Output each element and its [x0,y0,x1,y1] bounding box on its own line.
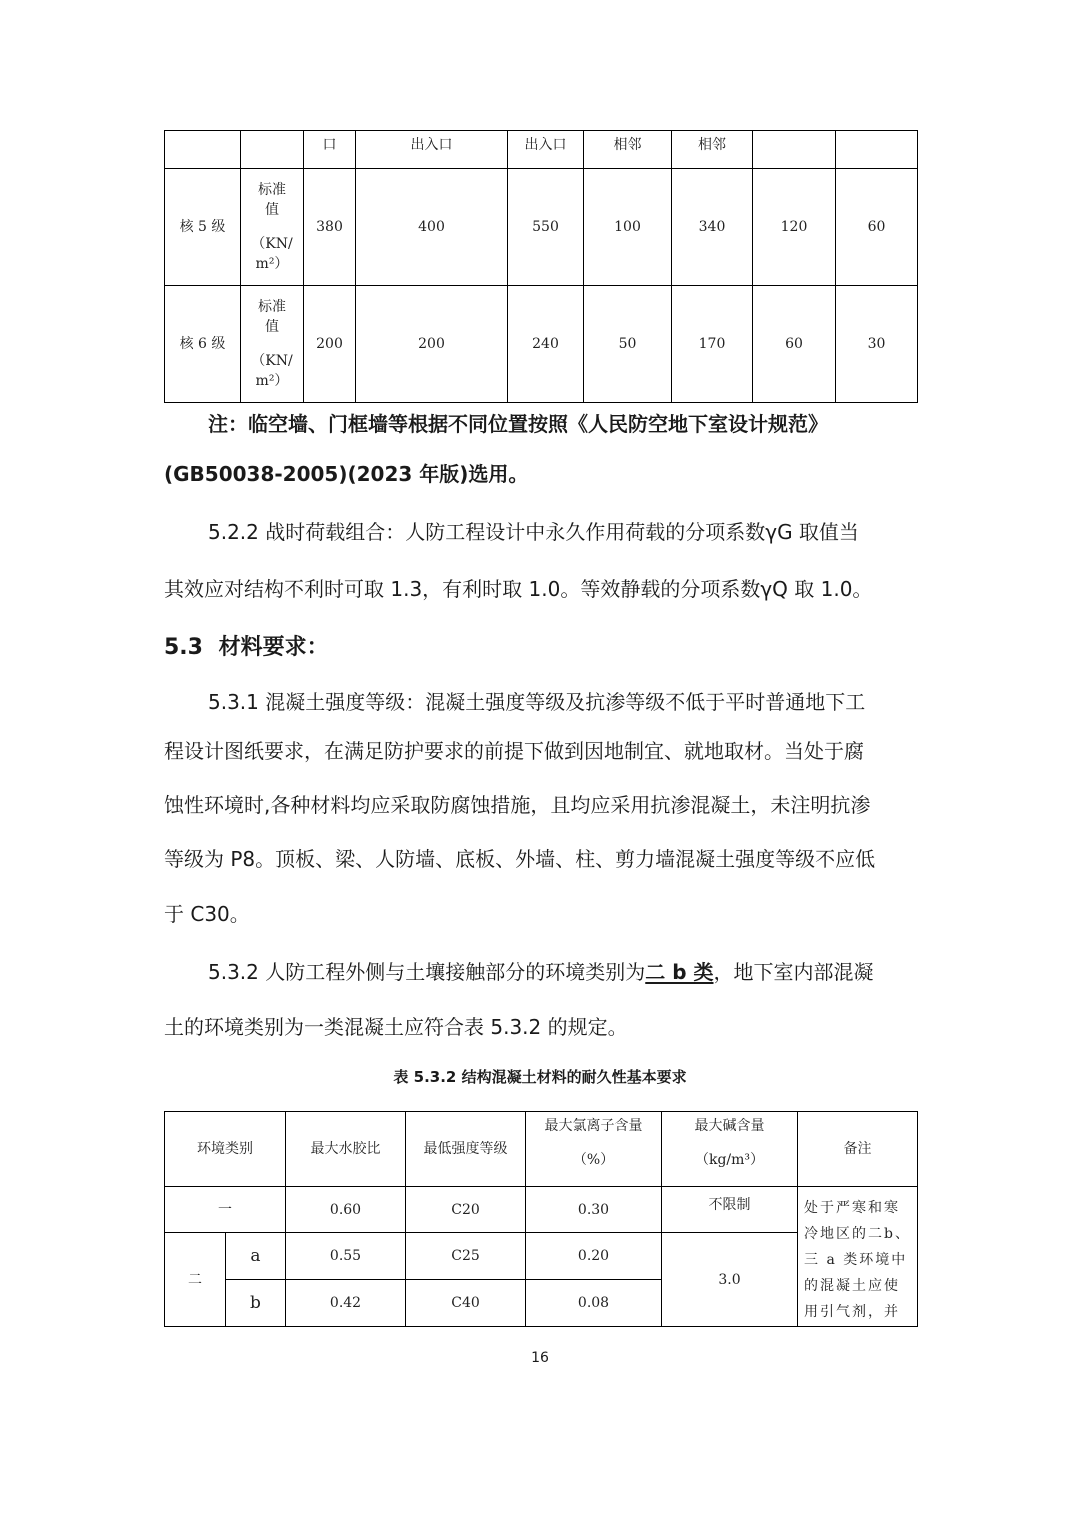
paragraph-531-line: 等级为 P8。顶板、梁、人防墙、底板、外墙、柱、剪力墙混凝土强度等级不应低 [164,847,876,871]
load-table-header-cell [836,131,918,169]
value-cell: 60 [753,286,836,403]
env-group-cell: 二 [165,1233,226,1327]
strength-cell: C20 [406,1187,526,1233]
section-number: 5.3 [164,635,203,660]
note-line-1: 注：临空墙、门框墙等根据不同位置按照《人民防空地下室设计规范》 [208,412,828,436]
env-sub-cell: b [226,1280,286,1327]
load-table-header-cell [753,131,836,169]
value-cell: 30 [836,286,918,403]
header-chloride-unit: （%） [572,1152,615,1168]
unit-line: m²） [255,256,289,272]
load-table-header-cell: 出入口 [508,131,584,169]
durability-header-row [165,1112,918,1187]
value-cell: 120 [753,169,836,286]
unit-line: 值 [265,202,279,218]
value-cell: 380 [304,169,356,286]
load-table [164,130,918,403]
alkali-cell: 不限制 [662,1187,798,1233]
paragraph-531-line: 蚀性环境时,各种材料均应采取防腐蚀措施，且均应采用抗渗混凝土，未注明抗渗 [164,793,871,817]
paragraph-531-line: 程设计图纸要求，在满足防护要求的前提下做到因地制宜、就地取材。当处于腐 [164,739,864,763]
durability-table [164,1111,918,1327]
chloride-cell: 0.08 [526,1280,662,1327]
load-table-header-cell [241,131,304,169]
page-number: 16 [531,1350,549,1366]
table-row [165,169,918,286]
value-cell: 240 [508,286,584,403]
table-row [165,1187,918,1233]
value-cell: 60 [836,169,918,286]
level-cell: 核 5 级 [165,169,241,286]
paragraph-532-line-1 [208,958,874,986]
environment-class-highlight: 二 b 类 [645,960,714,984]
strength-cell: C40 [406,1280,526,1327]
value-cell: 170 [672,286,753,403]
header-strength: 最低强度等级 [406,1112,526,1187]
section-title: 材料要求： [218,635,329,660]
unit-cell [241,286,304,403]
alkali-cell: 3.0 [662,1233,798,1327]
env-sub-cell: a [226,1233,286,1280]
unit-line: 标准 [258,299,286,315]
load-table-header-row [165,131,918,169]
value-cell: 550 [508,169,584,286]
header-wb: 最大水胶比 [286,1112,406,1187]
unit-line: 值 [265,319,279,335]
header-remark: 备注 [798,1112,918,1187]
header-chloride-label: 最大氯离子含量 [544,1118,643,1134]
header-env: 环境类别 [165,1112,286,1187]
header-alkali-unit: （kg/m³） [694,1152,765,1168]
header-chloride [526,1112,662,1187]
paragraph-532-text: ，地下室内部混凝 [713,960,874,984]
load-table-header-cell: 口 [304,131,356,169]
load-table-header-cell: 出入口 [356,131,508,169]
wb-cell: 0.60 [286,1187,406,1233]
header-alkali [662,1112,798,1187]
remark-cell: 处于严寒和寒冷地区的二b、三 a 类环境中的混凝土应使用引气剂，并 [798,1187,918,1327]
unit-line: m²） [255,373,289,389]
value-cell: 200 [356,286,508,403]
env-cell: 一 [165,1187,286,1233]
value-cell: 100 [584,169,672,286]
value-cell: 200 [304,286,356,403]
strength-cell: C25 [406,1233,526,1280]
paragraph-522-line-1: 5.2.2 战时荷载组合：人防工程设计中永久作用荷载的分项系数γG 取值当 [208,520,859,544]
table-caption: 表 5.3.2 结构混凝土材料的耐久性基本要求 [393,1068,687,1086]
note-line-2: (GB50038-2005)(2023 年版)选用。 [164,462,529,486]
paragraph-532-text: 5.3.2 人防工程外侧与土壤接触部分的环境类别为 [208,960,646,984]
load-table-header-cell: 相邻 [672,131,753,169]
header-alkali-label: 最大碱含量 [694,1118,765,1134]
load-table-header-cell [165,131,241,169]
chloride-cell: 0.20 [526,1233,662,1280]
wb-cell: 0.42 [286,1280,406,1327]
unit-line: （KN/ [251,236,293,252]
paragraph-532-line-2: 土的环境类别为一类混凝土应符合表 5.3.2 的规定。 [164,1015,628,1039]
paragraph-522-line-2: 其效应对结构不利时可取 1.3，有利时取 1.0。等效静载的分项系数γQ 取 1.0。 [164,577,873,601]
paragraph-531-line: 5.3.1 混凝土强度等级：混凝土强度等级及抗渗等级不低于平时普通地下工 [208,690,866,714]
value-cell: 340 [672,169,753,286]
level-cell: 核 6 级 [165,286,241,403]
load-table-header-cell: 相邻 [584,131,672,169]
section-heading [164,630,329,661]
unit-line: （KN/ [251,353,293,369]
unit-cell [241,169,304,286]
unit-line: 标准 [258,182,286,198]
chloride-cell: 0.30 [526,1187,662,1233]
paragraph-531-line: 于 C30。 [164,902,250,926]
value-cell: 50 [584,286,672,403]
value-cell: 400 [356,169,508,286]
table-row [165,286,918,403]
wb-cell: 0.55 [286,1233,406,1280]
